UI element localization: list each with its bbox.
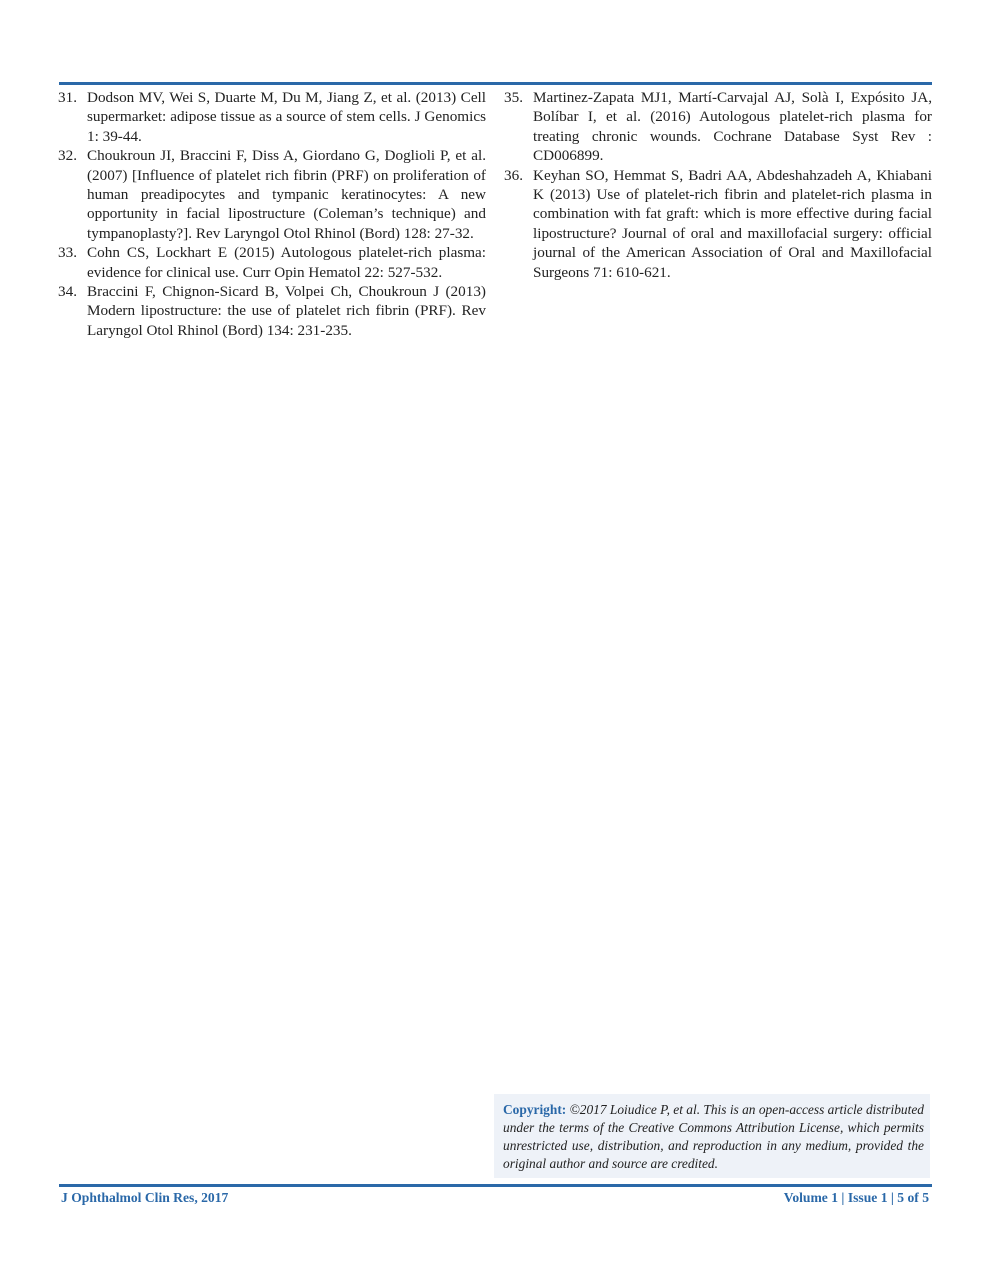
- reference-number: 32.: [58, 147, 77, 165]
- reference-item: [58, 243, 486, 282]
- reference-text: Martinez-Zapata MJ1, Martí-Carvajal AJ, Solà I, Expósito JA, Bolíbar I, et al. (2016) Autologous platelet-rich plasma for treating chronic wounds. Cochrane Database Syst Rev : CD006899.: [533, 89, 932, 165]
- reference-list-left: [58, 88, 486, 340]
- reference-text: Braccini F, Chignon-Sicard B, Volpei Ch, Choukroun J (2013) Modern lipostructure: the use of platelet rich fibrin (PRF). Rev Laryngol Otol Rhinol (Bord) 134: 231-235.: [87, 283, 486, 339]
- reference-list-right: [504, 88, 932, 282]
- references-column-right: [504, 88, 932, 282]
- reference-number: 33.: [58, 244, 77, 262]
- footer-journal: J Ophthalmol Clin Res, 2017: [61, 1190, 229, 1205]
- reference-item: [504, 88, 932, 166]
- reference-item: [504, 166, 932, 282]
- copyright-notice: [494, 1094, 930, 1178]
- copyright-text: ©2017 Loiudice P, et al. This is an open-access article distributed under the terms of the Creative Commons Attribution License, which permits unrestricted use, distribution, and reproduction in any medium, provided the original author and source are credited.: [503, 1102, 924, 1171]
- reference-number: 34.: [58, 283, 77, 301]
- reference-number: 35.: [504, 89, 523, 106]
- reference-item: [58, 282, 486, 340]
- footer-issue: Volume 1 | Issue 1 | 5 of 5: [783, 1190, 929, 1205]
- reference-item: [58, 146, 486, 243]
- reference-text: Dodson MV, Wei S, Duarte M, Du M, Jiang Z, et al. (2013) Cell supermarket: adipose tissue as a source of stem cells. J Genomics 1: 39-44.: [87, 89, 486, 145]
- reference-text: Cohn CS, Lockhart E (2015) Autologous platelet-rich plasma: evidence for clinical use. Curr Opin Hematol 22: 527-532.: [87, 244, 486, 281]
- reference-item: [58, 88, 486, 146]
- reference-text: Choukroun JI, Braccini F, Diss A, Giordano G, Doglioli P, et al. (2007) [Influence of platelet rich fibrin (PRF) on proliferation of human preadipocytes and tympanic keratinocytes: A new opportunity in facial lipostructure (Coleman’s technique) and tympanoplasty?]. Rev Laryngol Otol Rhinol (Bord) 128: 27-32.: [87, 147, 486, 242]
- footer-rule: [59, 1184, 932, 1187]
- reference-text: Keyhan SO, Hemmat S, Badri AA, Abdeshahzadeh A, Khiabani K (2013) Use of platelet-rich fibrin and platelet-rich plasma in combination with fat graft: which is more effective during facial lipostructure? Journal of oral and maxillofacial surgery: official journal of the American Association of Oral and Maxillofacial Surgeons 71: 610-621.: [533, 166, 932, 281]
- header-rule: [59, 82, 932, 85]
- references-column-left: [58, 88, 486, 340]
- reference-number: 36.: [504, 166, 523, 184]
- copyright-label: Copyright:: [503, 1102, 567, 1117]
- reference-number: 31.: [58, 89, 77, 106]
